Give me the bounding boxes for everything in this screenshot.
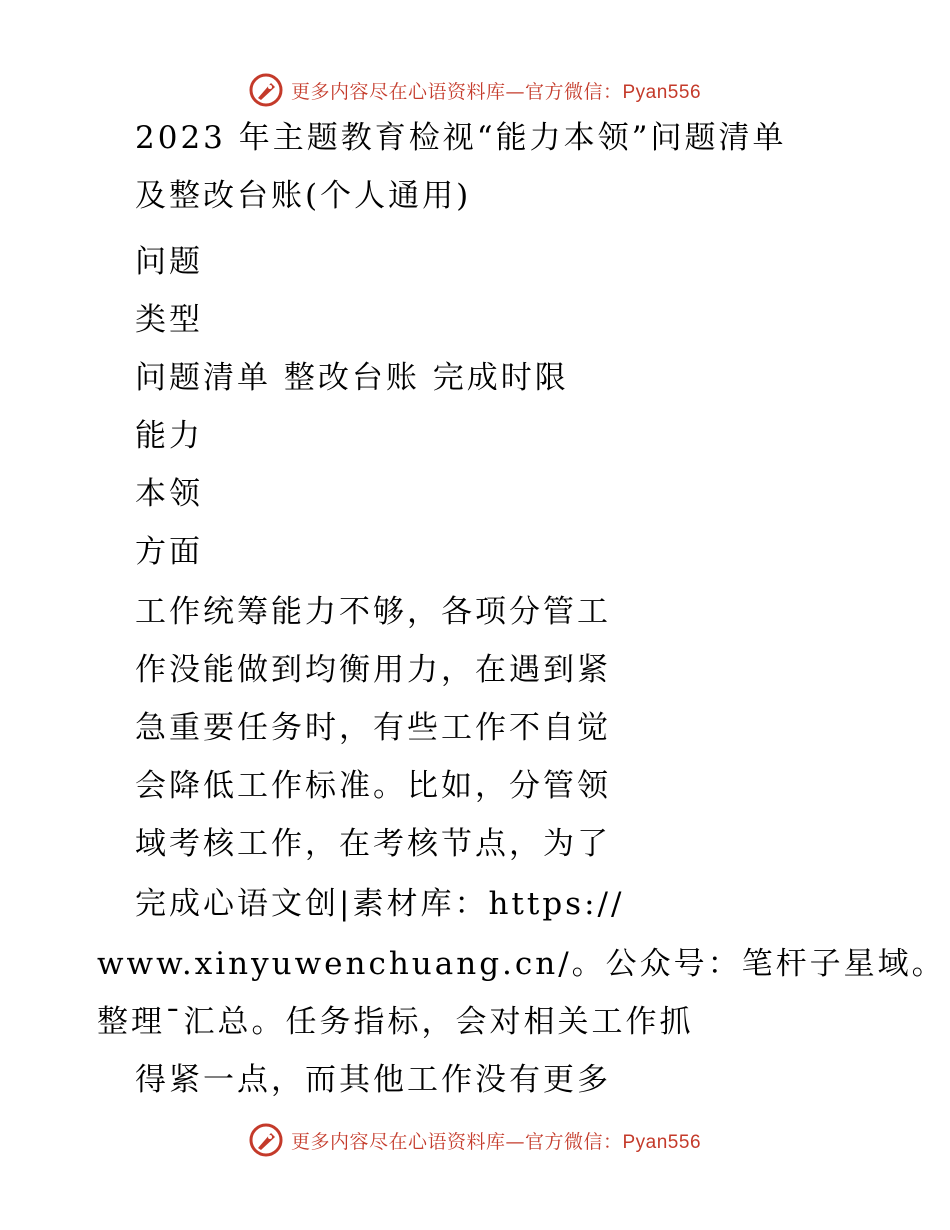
- document-line: 作没能做到均衡用力，在遇到紧: [135, 652, 611, 688]
- footer-banner: [0, 1120, 950, 1160]
- header-banner-text: 更多内容尽在心语资料库—官方微信：Pyan556: [290, 80, 702, 103]
- document-line: 完成心语文创|素材库：https://: [135, 886, 625, 922]
- document-line: 急重要任务时，有些工作不自觉: [135, 710, 611, 746]
- document-line: 方面: [135, 534, 203, 570]
- document-line: 问题清单 整改台账 完成时限: [135, 360, 569, 396]
- document-line: 域考核工作，在考核节点，为了: [135, 826, 611, 862]
- document-title-line-1: 2023 年主题教育检视“能力本领”问题清单: [135, 120, 787, 156]
- footer-banner-handle: Pyan556: [622, 1131, 702, 1153]
- pen-nib-logo-icon: [249, 1123, 283, 1157]
- footer-banner-text: 更多内容尽在心语资料库—官方微信：Pyan556: [290, 1130, 702, 1153]
- header-banner: [0, 70, 950, 110]
- document-line: 能力: [135, 418, 203, 454]
- document-line: www.xinyuwenchuang.cn/。公众号：笔杆子星域。: [97, 946, 946, 982]
- document-line: 得紧一点，而其他工作没有更多: [135, 1062, 611, 1098]
- document-line: 类型: [135, 302, 203, 338]
- document-line: 本领: [135, 476, 203, 512]
- document-line: 整理¯汇总。任务指标，会对相关工作抓: [97, 1004, 694, 1040]
- document-line: 问题: [135, 244, 203, 280]
- document-line: 工作统筹能力不够，各项分管工: [135, 594, 611, 630]
- document-title-line-2: 及整改台账(个人通用): [135, 178, 472, 214]
- pen-nib-logo-icon: [249, 73, 283, 107]
- document-line: 会降低工作标准。比如，分管领: [135, 768, 611, 804]
- header-banner-handle: Pyan556: [622, 81, 702, 103]
